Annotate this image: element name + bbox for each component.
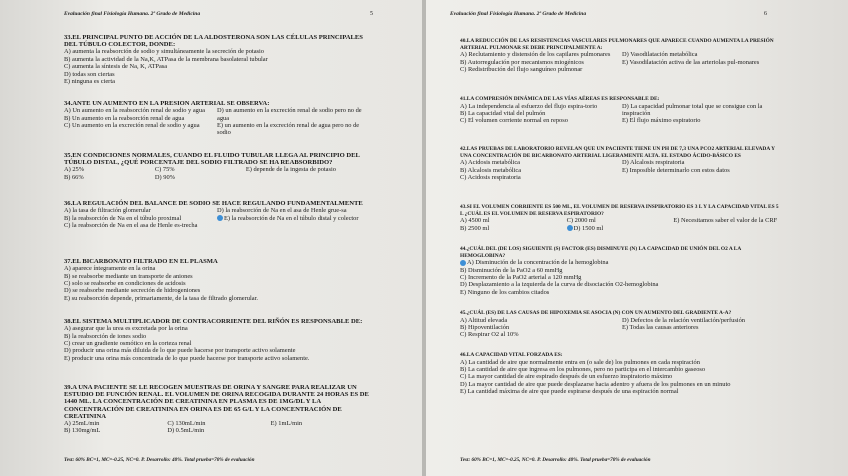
option-b: B) La capacidad vital del pulmón <box>460 110 546 117</box>
option-b: B) Hipoventilación <box>460 324 510 331</box>
option-a: A) Reclutamiento y distensión de los capilares pulmonares <box>460 51 611 59</box>
option-e: E) ninguna es cierta <box>64 78 115 86</box>
option-c: C) crear un gradiente osmótico en la corteza renal <box>64 340 192 348</box>
option-a: A) aparece íntegramente en la orina <box>64 265 156 273</box>
option-e: E) Necesitamos saber el valor de la CRF <box>673 217 778 225</box>
option-e: E) Vasodilatación activa de las arteriolas pul-monares <box>622 58 760 66</box>
option-c: C) Respirar O2 al 10% <box>460 331 519 339</box>
option-d: D) 90% <box>154 173 175 181</box>
option-b: B) Alcalosis metabólica <box>460 166 522 174</box>
option-b: B) 66% <box>64 173 84 181</box>
page-header: Evaluación final Fisiología Humana. 2º Grado de Medicina <box>450 11 587 17</box>
option-d: D) un aumento en la excreción renal de sodio pero no de agua <box>217 107 362 122</box>
option-e: E) 1mL/min <box>270 420 303 428</box>
question-title: 37.EL BICARBONATO FILTRADO EN EL PLASMA <box>64 258 218 265</box>
option-c: C) La mayor cantidad de aire espirado después de un esfuerzo inspiratorio máximo <box>460 373 673 381</box>
option-e: E) Ninguno de los cambios citados <box>460 288 550 296</box>
question-title: 41.LA COMPRESIÓN DINÁMICA DE LAS VÍAS AÉREAS ES RESPONSABLE DE: <box>460 96 660 102</box>
option-c: C) la reabsorción de Na en el asa de Henle es-trecha <box>64 222 198 230</box>
option-a: A) asegurar que la urea es excretada por la orina <box>64 325 188 333</box>
option-a: A) la tasa de filtración glomerular <box>64 207 151 215</box>
right-page <box>426 0 848 476</box>
option-c: C) Incremento de la PaO2 arterial a 120 mmHg <box>460 274 582 281</box>
option-a: A) 4500 ml <box>460 217 490 225</box>
question-35 <box>64 152 364 181</box>
option-a: A) aumenta la reabsorción de sodio y simultáneamente la secreción de potasio <box>64 48 264 56</box>
option-e: E) la reabsorción de Na en el túbulo distal y colector <box>224 214 359 222</box>
option-c: C) solo se reabsorbe en condiciones de acidosis <box>64 280 186 288</box>
selection-mark-icon <box>217 215 223 221</box>
option-a: A) 25mL/min <box>64 420 100 428</box>
option-c: C) El volumen corriente normal en reposo <box>460 117 568 125</box>
option-b: B) se reabsorbe mediante un transporte de aniones <box>64 272 193 280</box>
option-e: E) El flujo máximo espiratorio <box>622 117 701 125</box>
page-footer: Test: 60% BC=1, MC=-0.25, NC=0. P. Desarrollo: 40%. Total prueba=70% de evaluación <box>64 457 255 463</box>
option-d: D) 1500 ml <box>573 224 604 232</box>
option-c: C) Redistribución del flujo sanguíneo pulmonar <box>460 66 583 73</box>
option-c: C) 130mL/min <box>167 420 206 428</box>
option-d: D) La mayor cantidad de aire que puede desplazarse hacia adentro y afuera de los pulmones en un minuto <box>460 380 731 388</box>
question-44 <box>460 246 780 296</box>
selection-mark-icon <box>460 260 466 266</box>
question-34 <box>64 100 364 137</box>
page-header: Evaluación final Fisiología Humana. 2º Grado de Medicina <box>64 11 201 17</box>
option-a: A) Un aumento en la reabsorción renal de sodio y agua <box>64 107 205 115</box>
option-e: E) depende de la ingesta de potasio <box>245 166 336 174</box>
option-e: E) La cantidad máxima de aire que puede espirarse después de una espiración normal <box>460 388 679 396</box>
question-33 <box>64 34 364 85</box>
option-a: A) La independencia al esfuerzo del flujo espira-torio <box>460 102 598 110</box>
option-c: C) 2000 ml <box>566 217 596 225</box>
option-d: D) La capacidad pulmonar total que se consigue con la inspiración <box>622 102 763 117</box>
option-e: E) Imposible determinarlo con estos datos <box>622 166 730 174</box>
question-41 <box>460 96 780 125</box>
option-b: B) aumenta la actividad de la Na,K, ATPasa de la membrana basolateral tubular <box>64 55 268 63</box>
option-d: D) Alcalosis respiratoria <box>622 159 685 167</box>
question-46 <box>460 352 790 396</box>
question-37 <box>64 258 374 302</box>
option-a: A) Altitud elevada <box>460 316 508 324</box>
option-b: B) 130mg/mL <box>64 427 101 435</box>
option-b: B) Disminución de la PaO2 a 60 mmHg <box>460 266 563 274</box>
option-c: C) Un aumento en la excreción renal de sodio y agua <box>64 122 200 130</box>
option-b: B) 2500 ml <box>460 224 490 232</box>
option-a: A) La cantidad de aire que normalmente entra en (o sale de) los pulmones en cada respiración <box>460 358 700 366</box>
question-title: 44.¿CUÁL DEL (DE LOS) SIGUIENTE (S) FACTOR (ES) DISMINUYE (N) LA CAPACIDAD DE UNIÓN DEL O2 A LA HEMOGLOBINA? <box>460 246 741 259</box>
option-a: A) Acidosis metabólica <box>460 159 520 167</box>
option-a: A) Disminución de la concentración de la hemoglobina <box>467 259 609 267</box>
question-title: 45.¿CUÁL (ES) DE LAS CAUSAS DE HIPOXEMIA SE ASOCIA (N) CON UN AUMENTO DEL GRADIENTE A-A? <box>460 310 732 316</box>
option-e: E) Todas las causas anteriores <box>622 324 699 331</box>
option-b: B) la reabsorción de iones sodio <box>64 332 147 340</box>
page-number: 5 <box>370 11 373 17</box>
option-d: D) producir una orina más diluida de lo que puede hacerse por transporte activo solamente <box>64 347 296 355</box>
question-43 <box>460 204 780 232</box>
option-b: B) Autorregulación por mecanismos miogénicos <box>460 58 584 66</box>
option-b: B) Un aumento en la reabsorción renal de agua <box>64 114 185 122</box>
question-title: 38.EL SISTEMA MULTIPLICADOR DE CONTRACORRIENTE DEL RIÑÓN ES RESPONSABLE DE: <box>64 318 363 325</box>
option-b: B) La cantidad de aire que ingresa en los pulmones, pero no participa en el intercambio gaseoso <box>460 366 706 373</box>
question-title: 40.LA REDUCCIÓN DE LAS RESISTENCIAS VASCULARES PULMONARES QUE APARECE CUANDO AUMENTA LA PRESIÓN ARTERIAL PULMONAR SE DEBE PRINCIPALMENTE A: <box>460 38 774 51</box>
question-title: 39.A UNA PACIENTE SE LE RECOGEN MUESTRAS DE ORINA Y SANGRE PARA REALIZAR UN ESTUDIO DE FUNCIÓN RENAL. EL VOLUMEN DE ORINA RECOGIDA DURANTE 24 HORAS ES DE 1440 ML. LA CONCENTRACIÓN DE CREATININA EN PLASMA ES DE 1MG/DL Y LA CONCENTRACIÓN DE CREATININA EN ORINA ES DE 65 G/L Y LA CONCENTRACIÓN DE CREATININA <box>64 384 369 420</box>
question-42 <box>460 146 780 181</box>
option-c: C) 75% <box>154 166 175 174</box>
option-d: D) todas son ciertas <box>64 70 115 78</box>
option-e: E) producir una orina más concentrada de lo que puede hacerse por transporte activo solamente. <box>64 354 310 362</box>
option-d: D) la reabsorción de Na en el asa de Henle grue-sa <box>217 207 347 215</box>
selection-mark-icon <box>567 225 573 231</box>
option-a: A) 25% <box>64 166 85 174</box>
question-title: 34.ANTE UN AUMENTO EN LA PRESION ARTERIAL SE OBSERVA: <box>64 100 270 107</box>
option-c: C) Acidosis respiratoria <box>460 174 521 181</box>
page-number: 6 <box>764 11 767 17</box>
question-title: 35.EN CONDICIONES NORMALES, CUANDO EL FLUIDO TUBULAR LLEGA AL PRINCIPIO DEL TÚBULO DISTAL, ¿QUÉ PORCENTAJE DEL SODIO FILTRADO SE HA REABSORBIDO? <box>64 152 360 167</box>
question-title: 43.SI EL VOLUMEN CORRIENTE ES 500 ML, EL VOLUMEN DE RESERVA INSPIRATORIO ES 3 L Y LA CAPACIDAD VITAL ES 5 L ¿CUÁL ES EL VOLUMEN DE RESERVA ESPIRATORIO? <box>460 204 779 217</box>
option-c: C) aumenta la síntesis de Na, K, ATPasa <box>64 63 168 71</box>
question-39 <box>64 384 374 435</box>
question-40 <box>460 38 780 73</box>
option-e: E) su reabsorción depende, primariamente, de la tasa de filtrado glomerular. <box>64 294 258 302</box>
question-36 <box>64 200 364 229</box>
question-title: 33.EL PRINCIPAL PUNTO DE ACCIÓN DE LA ALDOSTERONA SON LAS CÉLULAS PRINCIPALES DEL TÚBULO COLECTOR, DONDE: <box>64 34 363 49</box>
question-38 <box>64 318 374 362</box>
option-d: D) se reabsorbe mediante secreción de hidrogeniones <box>64 287 201 295</box>
option-b: B) la reabsorción de Na en el túbulo proximal <box>64 214 182 222</box>
option-d: D) Defectos de la relación ventilación/perfusión <box>622 316 745 324</box>
option-d: D) Vasodilatación metabólica <box>622 51 698 59</box>
question-title: 42.LAS PRUEBAS DE LABORATORIO REVELAN QUE UN PACIENTE TIENE UN PH DE 7,3 UNA PCO2 ARTERIAL ELEVADA Y UNA CONCENTRACIÓN DE BICARBONATO ARTERIAL LIGERAMENTE ALTA. EL ESTADO ÁCIDO-BÁSICO ES <box>460 146 775 159</box>
question-45 <box>460 310 780 339</box>
page-footer: Test: 60% BC=1, MC=-0.25, NC=0. P. Desarrollo: 40%. Total prueba=70% de evaluación <box>460 457 651 463</box>
option-d: D) 0.5mL/min <box>167 427 205 435</box>
question-title: 36.LA REGULACIÓN DEL BALANCE DE SODIO SE HACE REGULANDO FUNDAMENTALMENTE <box>64 200 363 207</box>
option-e: E) un aumento en la excreción renal de agua pero no de sodio <box>217 122 360 137</box>
question-title: 46.LA CAPACIDAD VITAL FORZADA ES: <box>460 352 563 358</box>
option-d: D) Desplazamiento a la izquierda de la curva de disociación O2-hemoglobina <box>460 281 659 289</box>
